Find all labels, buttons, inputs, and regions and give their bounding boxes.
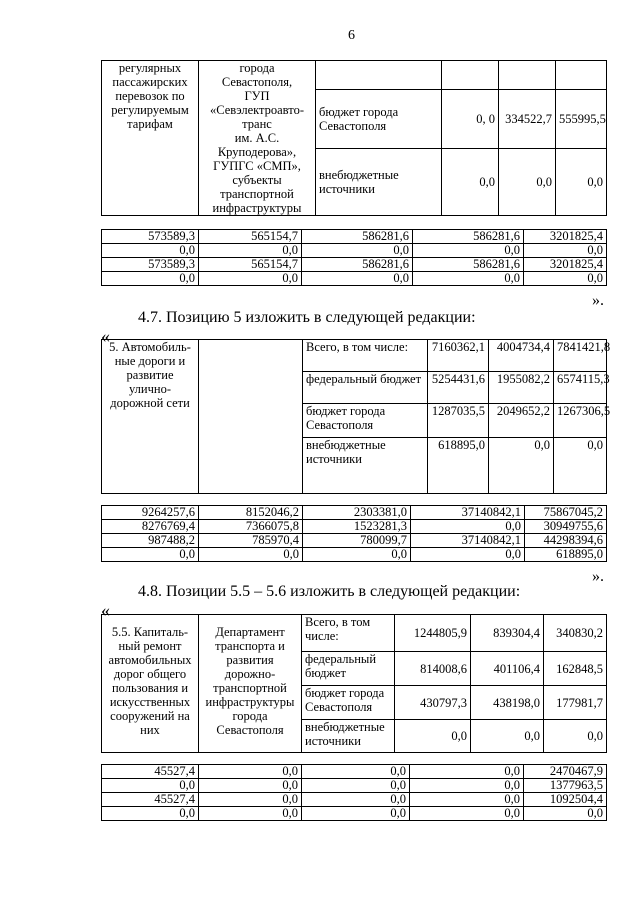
table-1-col2-line: Севастополя, <box>221 75 293 89</box>
table-6 <box>101 764 607 821</box>
table-1-col1-line: регулируемым <box>111 103 189 117</box>
table-5-row-label: Всего, в том числе: <box>302 615 395 652</box>
table-6-cell: 0,0 <box>199 807 302 821</box>
page-number: 6 <box>348 28 355 43</box>
table-6-cell: 0,0 <box>199 765 302 779</box>
table-4-cell: 8152046,2 <box>199 506 303 520</box>
table-1-col2-line: ГУПГС «СМП», <box>213 159 301 173</box>
table-5-cell: 1244805,9 <box>395 615 471 652</box>
table-1-empty-cell <box>499 61 556 90</box>
table-3-col1-line: ные дороги и <box>114 354 186 368</box>
table-5-col2-line: Севастополя <box>216 723 284 737</box>
table-5-col2-line: транспорта и <box>215 639 285 653</box>
table-5-col2-line: развития <box>226 653 274 667</box>
table-6-cell: 2470467,9 <box>524 765 607 779</box>
table-1-row-label: внебюджетные источники <box>316 148 442 215</box>
table-4-cell: 2303381,0 <box>303 506 411 520</box>
table-3-col1-line: улично- <box>128 382 172 396</box>
section-heading-4-8: 4.8. Позиции 5.5 – 5.6 изложить в следующей редакции: <box>138 583 521 600</box>
table-1-cell: 0, 0 <box>442 89 499 148</box>
section-heading-4-7: 4.7. Позицию 5 изложить в следующей редакции: <box>138 309 476 326</box>
open-quote: « <box>101 600 110 620</box>
table-6-cell: 45527,4 <box>102 765 199 779</box>
table-4-cell: 37140842,1 <box>411 506 525 520</box>
table-4 <box>101 505 607 562</box>
table-6-cell: 0,0 <box>102 807 199 821</box>
table-6-cell: 0,0 <box>199 793 302 807</box>
table-6-cell: 0,0 <box>410 807 524 821</box>
table-5-row-label: федеральный бюджет <box>302 652 395 686</box>
table-4-cell: 987488,2 <box>102 534 199 548</box>
table-5-cell: 814008,6 <box>395 652 471 686</box>
table-2-cell: 573589,3 <box>102 258 199 272</box>
table-1-cell: 0,0 <box>442 148 499 215</box>
table-4-cell: 0,0 <box>303 548 411 562</box>
table-6-cell: 0,0 <box>302 779 410 793</box>
table-5-cell: 839304,4 <box>471 615 544 652</box>
table-1-col2-cell <box>199 61 316 216</box>
table-6-cell: 0,0 <box>102 779 199 793</box>
table-2-cell: 0,0 <box>524 272 607 286</box>
table-3-row-label: внебюджетные источники <box>303 438 428 494</box>
table-2-cell: 586281,6 <box>302 230 413 244</box>
table-6-cell: 0,0 <box>410 793 524 807</box>
table-5-row-label: внебюджетные источники <box>302 720 395 753</box>
table-2-cell: 0,0 <box>302 272 413 286</box>
table-3 <box>101 339 611 494</box>
table-1-empty-cell <box>316 61 442 90</box>
table-5-col1-line: ный ремонт <box>118 639 182 653</box>
table-5-cell: 177981,7 <box>544 686 607 720</box>
table-5-col2-line: города <box>232 709 268 723</box>
table-2-cell: 0,0 <box>102 272 199 286</box>
table-1-col1-line: регулярных <box>118 61 182 75</box>
table-2-cell: 0,0 <box>413 272 524 286</box>
table-5-col2-line: транспортной <box>213 681 287 695</box>
table-4-cell: 37140842,1 <box>411 534 525 548</box>
table-1-col1-line: тарифам <box>127 117 173 131</box>
table-6-cell: 1377963,5 <box>524 779 607 793</box>
table-1-cell: 334522,7 <box>499 89 556 148</box>
table-1-cell: 0,0 <box>499 148 556 215</box>
table-4-cell: 44298394,6 <box>525 534 607 548</box>
table-1-col2-line: им. А.С. Круподерова», <box>217 131 297 159</box>
table-4-cell: 30949755,6 <box>525 520 607 534</box>
table-2-cell: 565154,7 <box>199 230 302 244</box>
table-3-cell: 1267306,5 <box>554 404 607 438</box>
table-1-col2-line: субъекты <box>232 173 282 187</box>
table-4-cell: 9264257,6 <box>102 506 199 520</box>
table-2-cell: 0,0 <box>102 244 199 258</box>
table-2 <box>101 229 607 286</box>
table-3-cell: 7160362,1 <box>428 340 489 372</box>
table-1-col2-line: транс <box>242 117 272 131</box>
table-5-cell: 0,0 <box>471 720 544 753</box>
table-6-cell: 45527,4 <box>102 793 199 807</box>
table-6-cell: 0,0 <box>302 807 410 821</box>
table-6-cell: 0,0 <box>302 765 410 779</box>
table-3-cell: 0,0 <box>489 438 554 494</box>
table-5-col1-line: сооружений на <box>110 709 190 723</box>
table-2-cell: 573589,3 <box>102 230 199 244</box>
close-quote: ». <box>592 292 604 309</box>
table-5-col2-cell <box>199 615 302 753</box>
table-3-col1-line: 5. Автомобиль- <box>109 340 191 354</box>
table-5-row-label: бюджет города Севастополя <box>302 686 395 720</box>
table-1-cell: 555995,5 <box>556 89 607 148</box>
table-2-cell: 565154,7 <box>199 258 302 272</box>
table-5-cell: 0,0 <box>395 720 471 753</box>
table-3-cell: 1287035,5 <box>428 404 489 438</box>
table-3-cell: 6574115,3 <box>554 372 607 404</box>
table-4-cell: 7366075,8 <box>199 520 303 534</box>
table-2-cell: 3201825,4 <box>524 230 607 244</box>
table-5-col1-line: 5.5. Капиталь- <box>111 625 189 639</box>
table-1-empty-cell <box>556 61 607 90</box>
table-4-cell: 8276769,4 <box>102 520 199 534</box>
table-6-cell: 0,0 <box>199 779 302 793</box>
table-3-row-label: федеральный бюджет <box>303 372 428 404</box>
table-6-cell: 0,0 <box>524 807 607 821</box>
table-4-cell: 785970,4 <box>199 534 303 548</box>
table-3-cell: 7841421,8 <box>554 340 607 372</box>
table-3-empty-cell <box>199 340 303 494</box>
table-3-col1-line: дорожной сети <box>110 396 190 410</box>
table-6-cell: 0,0 <box>302 793 410 807</box>
table-1-col2-line: инфраструктуры <box>212 201 302 215</box>
table-1-empty-cell <box>442 61 499 90</box>
table-4-cell: 0,0 <box>411 520 525 534</box>
table-3-cell: 1955082,2 <box>489 372 554 404</box>
table-1-col2-line: города <box>239 61 275 75</box>
table-5-col1-line: дорог общего <box>113 667 187 681</box>
table-4-cell: 75867045,2 <box>525 506 607 520</box>
table-2-cell: 0,0 <box>302 244 413 258</box>
table-3-cell: 4004734,4 <box>489 340 554 372</box>
table-5-col2-line: дорожно- <box>224 667 276 681</box>
table-5 <box>101 614 607 753</box>
table-1-row-label: бюджет города Севастополя <box>316 89 442 148</box>
table-3-row-label: бюджет города Севастополя <box>303 404 428 438</box>
table-5-col1-line: них <box>140 723 160 737</box>
table-6-cell: 0,0 <box>410 765 524 779</box>
table-5-cell: 430797,3 <box>395 686 471 720</box>
table-5-cell: 401106,4 <box>471 652 544 686</box>
table-5-col1-cell <box>102 615 199 753</box>
table-5-col1-line: искусственных <box>109 695 191 709</box>
table-3-cell: 0,0 <box>554 438 607 494</box>
table-4-cell: 780099,7 <box>303 534 411 548</box>
table-5-col2-line: инфраструктуры <box>205 695 295 709</box>
table-3-cell: 2049652,2 <box>489 404 554 438</box>
table-5-cell: 438198,0 <box>471 686 544 720</box>
table-3-col1-cell <box>102 340 199 494</box>
table-1-cell: 0,0 <box>556 148 607 215</box>
table-6-cell: 1092504,4 <box>524 793 607 807</box>
table-5-cell: 0,0 <box>544 720 607 753</box>
table-2-cell: 0,0 <box>413 244 524 258</box>
table-2-cell: 3201825,4 <box>524 258 607 272</box>
table-3-cell: 5254431,6 <box>428 372 489 404</box>
table-3-cell: 618895,0 <box>428 438 489 494</box>
table-2-cell: 0,0 <box>199 272 302 286</box>
table-4-cell: 0,0 <box>199 548 303 562</box>
table-1-col2-line: транспортной <box>220 187 294 201</box>
table-2-cell: 0,0 <box>199 244 302 258</box>
table-1-col2-line: ГУП <box>244 89 270 103</box>
table-4-cell: 0,0 <box>411 548 525 562</box>
table-3-col1-line: развитие <box>126 368 174 382</box>
table-1-col1-cell <box>102 61 199 216</box>
table-1 <box>101 60 607 216</box>
table-6-cell: 0,0 <box>410 779 524 793</box>
table-4-cell: 1523281,3 <box>303 520 411 534</box>
table-5-col2-line: Департамент <box>215 625 285 639</box>
table-5-col1-line: автомобильных <box>108 653 192 667</box>
table-4-cell: 0,0 <box>102 548 199 562</box>
table-5-col1-line: пользования и <box>111 681 189 695</box>
table-1-col1-line: пассажирских <box>112 75 188 89</box>
table-2-cell: 0,0 <box>524 244 607 258</box>
close-quote: ». <box>592 568 604 585</box>
table-5-cell: 162848,5 <box>544 652 607 686</box>
table-4-cell: 618895,0 <box>525 548 607 562</box>
table-2-cell: 586281,6 <box>302 258 413 272</box>
table-1-col2-line: «Севэлектроавто- <box>210 103 304 117</box>
table-1-col1-line: перевозок по <box>115 89 185 103</box>
table-2-cell: 586281,6 <box>413 258 524 272</box>
table-5-cell: 340830,2 <box>544 615 607 652</box>
table-3-row-label: Всего, в том числе: <box>303 340 428 372</box>
open-quote: « <box>101 326 110 346</box>
table-2-cell: 586281,6 <box>413 230 524 244</box>
